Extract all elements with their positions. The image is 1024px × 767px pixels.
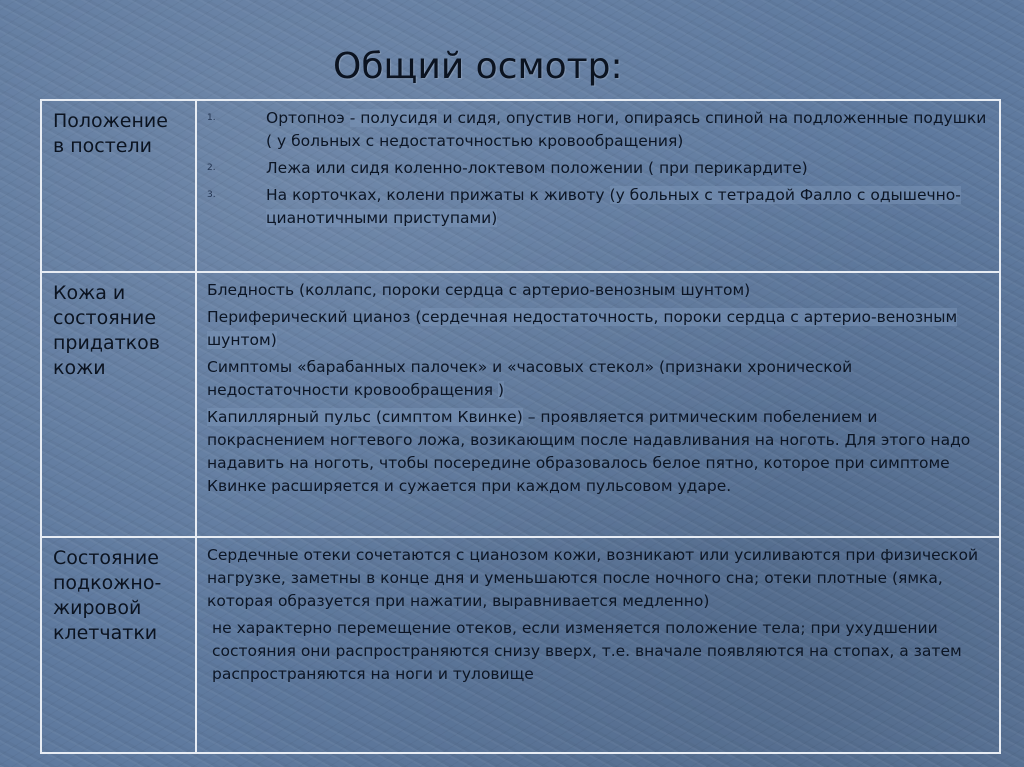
highlighted-text: Капиллярный пульс (симптом Квинке)	[207, 408, 523, 426]
list-number: 3.	[207, 190, 216, 200]
numbered-list	[207, 107, 989, 230]
list-number: 2.	[207, 163, 216, 173]
row-content	[196, 100, 1000, 272]
list-item	[207, 107, 989, 153]
paragraph	[207, 306, 989, 352]
highlighted-text: )	[498, 381, 505, 399]
paragraph: не характерно перемещение отеков, если изменяется положение тела; при ухудшении состояния они распространяются снизу вверх, т.е. вначале появляются на стопах, а затем распространяются на ноги и туловище	[212, 619, 962, 683]
row-header: Положение в постели	[41, 100, 196, 272]
item-text: Бледность (коллапс, пороки сердца с артерио-венозным шунтом)	[207, 281, 751, 299]
item-text: Лежа или сидя коленно-локтевом положении ( при перикардите)	[266, 159, 808, 177]
item-text: На корточках, колени прижаты к животу	[266, 186, 610, 204]
table-row	[41, 100, 1000, 272]
highlighted-text: - полусидя	[349, 109, 438, 127]
item-text: – проявляется ритмическим побелением и покраснением ногтевого ложа, возикающим после надавливания на ноготь. Для этого надо надавить на ноготь, чтобы посередине образовалось белое пятно, которое при симптоме Квинке расширяется и сужается при каждом пульсовом ударе.	[207, 408, 971, 495]
paragraph: Сердечные отеки сочетаются с цианозом кожи, возникают или усиливаются при физической нагрузке, заметны в конце дня и уменьшаются после ночного сна; отеки плотные (ямка, которая образуется при нажатии, выравнивается медленно)	[207, 546, 979, 610]
table-row	[41, 537, 1000, 753]
list-item	[207, 157, 989, 180]
row-header: Кожа и состояние придатков кожи	[41, 272, 196, 537]
item-text: Ортопноэ	[266, 109, 350, 127]
row-content	[196, 537, 1000, 753]
highlighted-text: сердечная недостаточность, пороки сердца с артерио-венозным шунтом)	[207, 308, 958, 349]
examination-table	[40, 99, 1001, 754]
list-number: 1.	[207, 113, 216, 123]
item-text: Симптомы «барабанных палочек» и «часовых стекол» (признаки хронической недостаточности кровообращения	[207, 358, 853, 399]
paragraph	[207, 406, 989, 498]
item-text: и сидя, опустив ноги, опираясь спиной на подложенные подушки ( у больных с недостаточностью кровообращения)	[266, 109, 987, 150]
row-header: Состояние подкожно-жировой клетчатки	[41, 537, 196, 753]
slide-title: Общий осмотр:	[333, 46, 623, 87]
row-content	[196, 272, 1000, 537]
paragraph	[207, 356, 989, 402]
table-row	[41, 272, 1000, 537]
list-item	[207, 184, 989, 230]
item-text: Периферический цианоз (	[207, 308, 422, 326]
highlighted-text: (у больных с тетрадой Фалло с одышечно-цианотичными приступами)	[266, 186, 961, 227]
paragraph	[207, 279, 989, 302]
